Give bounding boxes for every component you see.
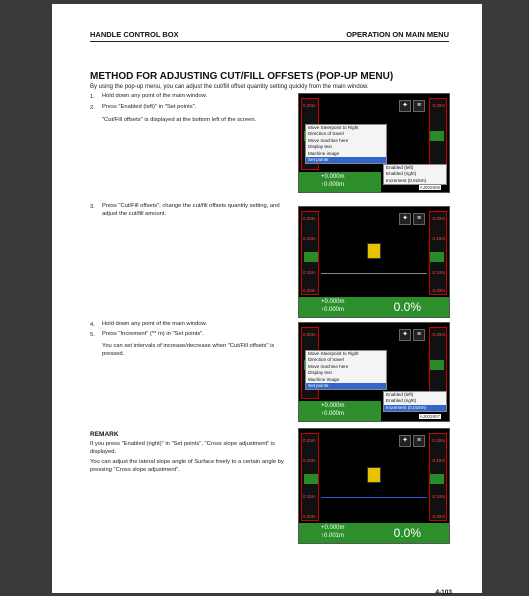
step-text: Press "Cut/Fill offsets", change the cut/fill offsets quantity setting, and adjust the cut/fill amount. [102, 203, 280, 217]
cutfill-panel: +0.000m ↑0.001m 0.0% [299, 523, 449, 543]
step-text: Hold down any point of the main window. [102, 93, 208, 99]
slope-percent: 0.0% [393, 300, 421, 314]
step-text: You can set intervals of increase/decrease when "Cut/Fill offsets" is pressed. [102, 343, 275, 357]
menu-item[interactable]: Display text [308, 144, 332, 150]
step-number: 4. [90, 322, 95, 328]
menu-item[interactable]: Machine image [308, 376, 340, 382]
menu-item[interactable]: Machine image [308, 150, 340, 156]
submenu-item-increment[interactable]: Increment (0.015m) [384, 405, 446, 411]
menu-item[interactable]: Move machine here [308, 363, 349, 369]
remark-text: If you press "Enabled (right)" in "Set points", "Cross slope adjustment" is displayed. [90, 441, 276, 455]
cutfill-panel: +0.000m ↑0.000m [299, 401, 381, 421]
left-gauge: 0.20m 0.10m 0.10m 0.20m [301, 211, 319, 295]
figure-code: AJ002805 [419, 185, 440, 190]
submenu[interactable] [383, 391, 447, 412]
submenu-item[interactable]: Increment (0.015m) [386, 177, 427, 183]
right-gauge: 0.20m 0.10m 0.10m 0.20m [429, 211, 447, 295]
gps-icon: ✦ [399, 100, 411, 112]
right-gauge: 0.20m [429, 98, 447, 170]
remark-heading: REMARK [90, 431, 119, 438]
submenu-item[interactable]: Enabled (right) [386, 171, 417, 177]
menu-icon: ≡ [413, 435, 425, 447]
section-title: METHOD FOR ADJUSTING CUT/FILL OFFSETS (POP-UP MENU) [90, 71, 394, 82]
figure-code: AJ002807 [419, 414, 440, 419]
step-number: 3. [90, 204, 95, 210]
machine-icon [367, 243, 381, 259]
menu-item-set-points[interactable]: Set points [306, 157, 386, 163]
cutfill-panel: +0.000m ↑0.000m 0.0% [299, 297, 449, 317]
submenu-item[interactable]: Enabled (right) [386, 398, 417, 404]
header-right: OPERATION ON MAIN MENU [346, 30, 449, 39]
menu-item-set-points[interactable]: Set points [306, 383, 386, 389]
gps-icon: ✦ [399, 435, 411, 447]
submenu-item[interactable]: Enabled (left) [386, 392, 414, 397]
header-rule [90, 41, 449, 42]
manual-page [52, 4, 482, 596]
screenshot-cutfill-offsets [298, 206, 450, 318]
gps-icon: ✦ [399, 329, 411, 341]
right-gauge: 0.20m 0.10m 0.10m 0.20m [429, 433, 447, 521]
menu-item[interactable]: Move Steerpoint to Right [308, 125, 359, 130]
submenu[interactable] [383, 164, 447, 185]
machine-icon [367, 467, 381, 483]
popup-menu[interactable] [305, 124, 387, 164]
page-number: 4-103 [435, 589, 452, 596]
header-left: HANDLE CONTROL BOX [90, 30, 179, 39]
left-gauge: 0.20m 0.10m 0.10m 0.20m [301, 433, 319, 521]
gps-icon: ✦ [399, 213, 411, 225]
screenshot-popup-menu [298, 93, 450, 193]
menu-item[interactable]: Move Steerpoint to Right [308, 351, 359, 356]
step-number: 5. [90, 332, 95, 338]
menu-icon: ≡ [413, 213, 425, 225]
menu-item[interactable]: Direction of travel [308, 131, 344, 137]
right-gauge: 0.20m [429, 327, 447, 399]
menu-icon: ≡ [413, 329, 425, 341]
slope-percent: 0.0% [393, 526, 421, 540]
step-text: "Cut/Fill offsets" is displayed at the bottom left of the screen. [102, 117, 257, 123]
step-text: Press "Increment" (** m) in "Set points". [102, 331, 204, 337]
screenshot-cross-slope [298, 428, 450, 544]
submenu-item[interactable]: Enabled (left) [386, 165, 414, 170]
step-text: Hold down any point of the main window. [102, 321, 208, 327]
step-number: 2. [90, 105, 95, 111]
popup-menu[interactable] [305, 350, 387, 390]
menu-item[interactable]: Display text [308, 370, 332, 376]
remark-text: You can adjust the lateral slope angle of Surface freely to a certain angle by pressing "Cross slope adjustment". [90, 459, 284, 473]
intro-text: By using the pop-up menu, you can adjust the cut/fill offset quantity setting quickly from the main window. [90, 84, 369, 90]
step-number: 1. [90, 94, 95, 100]
menu-item[interactable]: Direction of travel [308, 357, 344, 363]
menu-icon: ≡ [413, 100, 425, 112]
menu-item[interactable]: Move machine here [308, 137, 349, 143]
cutfill-panel: +0.000m ↑0.000m [299, 172, 381, 192]
screenshot-popup-menu-increment [298, 322, 450, 422]
left-gauge: 0.20m [301, 327, 319, 399]
left-gauge: 0.20m [301, 98, 319, 170]
step-text: Press "Enabled (left)" in "Set points". [102, 104, 197, 110]
